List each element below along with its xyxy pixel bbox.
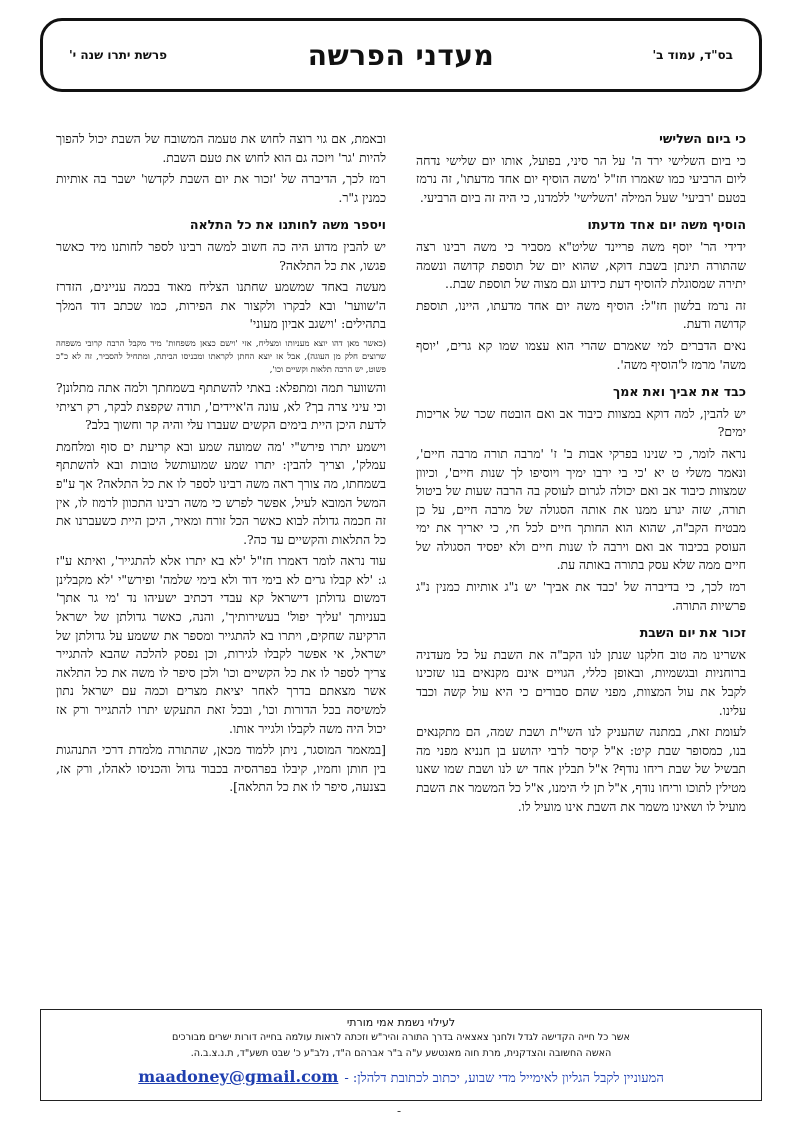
section-heading: ויספר משה לחותנו את כל התלאה <box>189 217 386 233</box>
subscribe-text: המעוניין לקבל הגליון לאימייל מדי שבוע, יכתוב לכתובת דלהלן: - <box>344 1071 664 1086</box>
header-parasha: פרשת יתרו שנה י' <box>69 48 168 62</box>
paragraph: ידידי הר' יוסף משה פריינד שליט"א מסביר כי משה רבינו רצה שהתורה תינתן בשבת דוקא, שהוא יום של תוספת קדושה ונשמה יתירה שמסוגלת להוסיף דעת כידוע וגם מצוה של תוספת שבת.. <box>416 238 746 292</box>
paragraph: רמז לכך, הדיברה של 'זכור את יום השבת לקדשו' ישבר בה אותיות כמנין ג"ר. <box>56 171 386 205</box>
dedication-name: האשה החשובה והצדקנית, מרת חוה מאנטשע ע"ה ב"ר אברהם ה"ד, נלב"ע כ' שבט תשע"ד, ת.נ.צ.ב.ה. <box>190 1048 612 1059</box>
paragraph: והשווער תמה ומתפלא: באתי להשתתף בשמחתך ולמה אתה מתלונן? וכי עיני צרה בך? לא, עונה ה'איידים', תודה שקפצת לבקר, רק רציתי לדעת היכן היית בימים הקשים שעברו עלי והיה קר וחשוך בלב? <box>56 379 386 433</box>
section-heading: זכור את יום השבת <box>639 625 746 641</box>
paragraph: [במאמר המוסגר, ניתן ללמוד מכאן, שהתורה מלמדת דרכי התנהגות בין חותן וחמיו, קיבלו בפרהסיה בכבוד גדול והכניסו לאהלו, ורק אז, בצנעה, סיפר לו את כל התלאה]. <box>56 742 386 795</box>
email-link[interactable]: maadoney@gmail.com <box>138 1067 339 1086</box>
paragraph: כי ביום השלישי ירד ה' על הר סיני, בפועל, אותו יום שלישי נדחה ליום הרביעי כמו שאמרו חז"ל 'משה הוסיף יום אחד מדעתו', זה נרמז בטעם 'רביעי' שעל המילה 'השלישי' ללמדנו, כי היה זה ביום הרביעי. <box>416 152 746 205</box>
paragraph: מעשה באחד שמשמע שחתנו הצליח מאוד בכמה עניינים, הזדרז ה'שווער' ובא לבקרו ולקצור את הפירות, כמו שכתב דוד המלך בתהילים: 'וישגב אביון מעוני' <box>56 279 386 332</box>
column-left <box>56 130 386 1000</box>
paragraph: יש להבין מדוע היה כה חשוב למשה רבינו לספר לחותנו מיד כאשר פגשו, את כל התלאה? <box>56 238 386 273</box>
paragraph: זה נרמז בלשון חז"ל: הוסיף משה יום אחד מדעתו, היינו, תוספת קדושה ודעת. <box>416 297 746 332</box>
section-heading: הוסיף משה יום אחד מדעתו <box>587 217 746 233</box>
column-right <box>416 130 746 1000</box>
dedication-line: אשר כל חייה הקדישה לגדל ולחנך צאצאיה בדרך התורה והיר"ש וזכתה לראות עולמה בחייה דורות ישרים מבורכים <box>172 1032 630 1043</box>
article-columns <box>56 130 746 1000</box>
paragraph: נאים הדברים למי שאמרם שהרי הוא עצמו שמו קא גרים, 'יוסף משה' מרמז ל'הוסיף משה'. <box>416 337 746 372</box>
paragraph: לעומת זאת, במתנה שהעניק לנו השי"ת ושבת שמה, הם מתקנאים בנו, כמסופר שבת קיט: א"ל קיסר לרבי יהושע בן חנניא מפני מה תבשיל של שבת ריחו נודף? א"ל תבלין אחד יש לנו ושבת שמו שאנו מטילין לתוכו וריחו נודף, א"ל תן לי הימנו, א"ל כל המשמר את השבת מועיל לו ושאינו משמר את השבת אינו מועיל לו. <box>416 724 746 814</box>
section-heading: כבד את אביך ואת אמך <box>612 384 746 400</box>
paragraph: נראה לומר, כי שנינו בפרקי אבות ב' ז' 'מרבה תורה מרבה חיים', ונאמר משלי ט יא 'כי בי ירבו ימיך ויוסיפו לך שנות חיים', וכיוון שמצוות כיבוד אב ואם יכולה לגרום לעוסק בה הרבה שעות של ביטול תורה, שזה יגרע ממנו את אותה הסגולה של מרבה חיים, על כן מבטיח הקב"ה, שהוא הוא החותך חיים לכל חי, כי יאריך את ימי העוסק בכיבוד אב ואם וירבה לו שנות חיים ולא יפסיד הסגולה של חיים ממה שלא עסק בתורה באותה עת. <box>416 445 746 573</box>
paragraph: (כאשר מאן דהו יוצא מעניותו ומצליח, אזי 'וישם כצאן משפחות' מיד מקבל הרבה קרובי משפחה שרוצים חלק מן העוגה), אבל אז יוצא החתן לקראתו ומכניסו הביתה, ומתחיל להסביר, זה לא כ"כ פשוט, יש הרבה תלאות וקשיים וכו', <box>56 337 386 374</box>
paragraph: אשרינו מה טוב חלקנו שנתן לנו הקב"ה את השבת על כל מעדניה ברוחניות ובגשמיות, ובאופן כללי, הגויים אינם מקנאים בנו שזכינו לקבל את עול המצוות, מפני שהם סבורים כי היא עול קשה וכבד עלינו. <box>416 646 746 718</box>
paragraph: ובאמת, אם גוי רוצה לחוש את טעמה המשובח של השבת יכול להפוך להיות 'גר' ויזכה גם הוא לחוש את טעם השבת. <box>56 131 386 165</box>
page-marker: - <box>397 1104 402 1118</box>
section-heading: כי ביום השלישי <box>659 131 746 146</box>
dedication-footer <box>40 1009 762 1101</box>
page-title: מעדני הפרשה <box>307 38 495 72</box>
paragraph: יש להבין, למה דוקא במצוות כיבוד אב ואם הובטח שכר של אריכות ימים? <box>416 405 746 440</box>
paragraph: וישמע יתרו פירש"י 'מה שמועה שמע ובא קריעת ים סוף ומלחמת עמלק', וצריך להבין: יתרו שמע שמועותשל טובות ובא להשתתף בשמחתו, מה צורך ראה משה רבינו לספר לו את כל התלאה? אך ע"פ המשל המובא לעיל, אפשר לפרש כי משה רבינו התכוון לרמוז לו, אין זה חכמה גדולה לבוא כאשר הכל זורח ומאיר, היכן היית כשעברנו את כל התלאות והקשיים עד כה?. <box>56 438 386 547</box>
paragraph: רמז לכך, כי בדיברה של 'כבד את אביך' יש נ"ג אותיות כמנין נ"ג פרשיות התורה. <box>416 579 746 613</box>
header-page-info: בס"ד, עמוד ב' <box>652 48 733 62</box>
header-box <box>40 18 762 92</box>
subscribe-line <box>41 1066 761 1090</box>
paragraph: עוד נראה לומר דאמרו חז"ל 'לא בא יתרו אלא להתגייר', ואיתא ע"ז ג: 'לא קבלו גרים לא בימי דוד ולא בימי שלמה' ופירש"י 'לא מקבלינן דמשום גדולתן דישראל קא עבדי דכתיב ישעיהו נד 'מי גר אתך' בעניותך 'עליך יפול' בעשירותיך', והנה, כאשר גדולתן של ישראל הרקיעה שחקים, ויתרו בא להתגייר ומספר את ששמע על גדולתן של ישראל, אי אפשר לקבלו לגירות, וכן נפסק להלכה שהבא להתגייר צריך לספר לו את כל הקשיים וכו' ולכן סיפר לו משה את כל התלאה אשר מצאתם בדרך לאחר יציאת מצרים וכמה עם ישראל נתון למשיסה בכל הדורות וכו', ובכל זאת התעקש יתרו להתגייר ורק אז יכול היה משה לקבלו ולגייר אותו. <box>56 553 386 736</box>
dedication-title: לעילוי נשמת אמי מורתי <box>346 1016 456 1029</box>
